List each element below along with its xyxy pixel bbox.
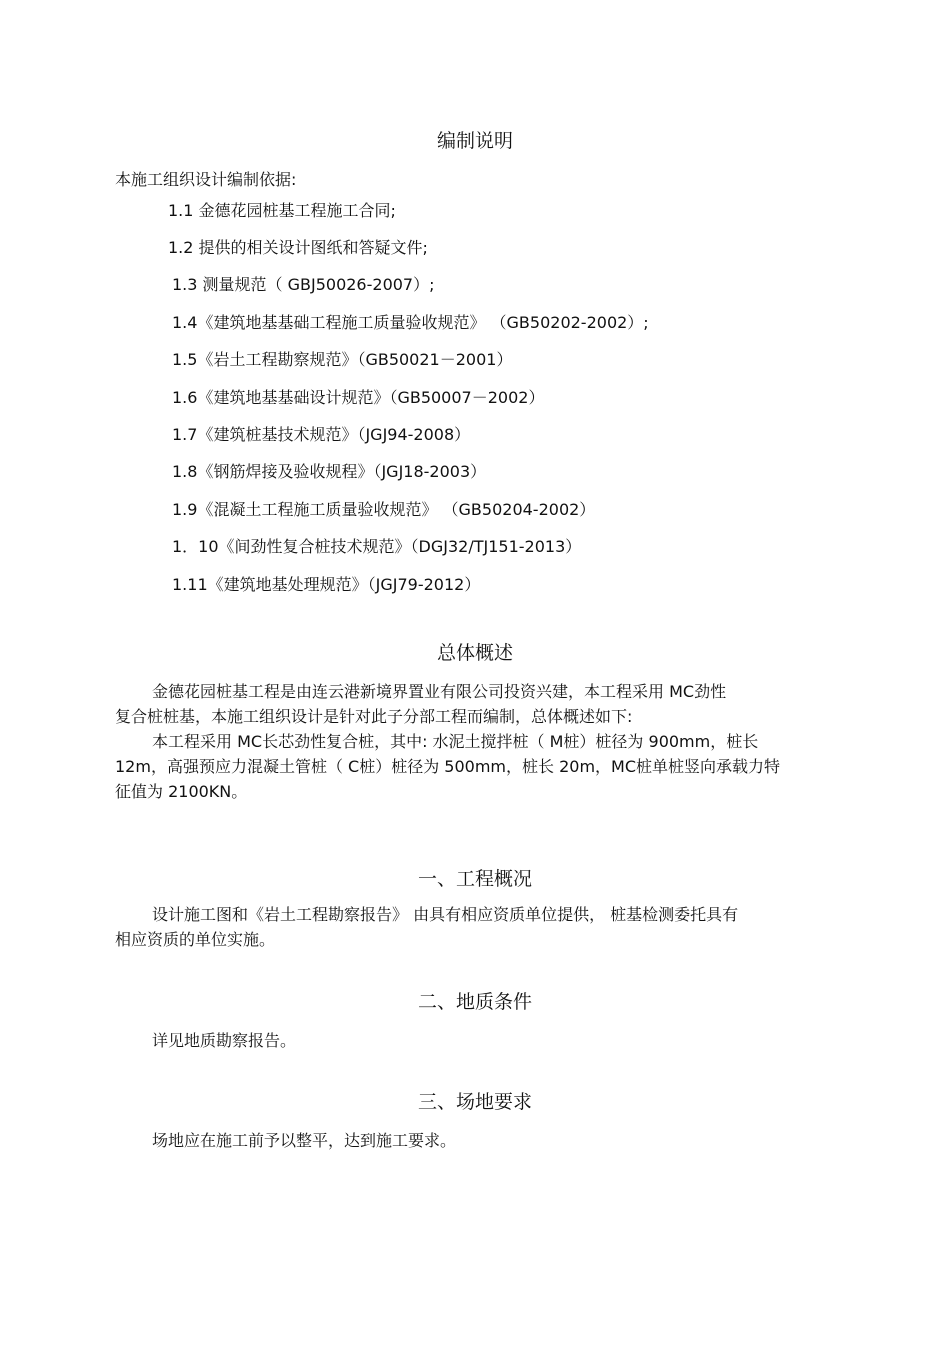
basis-item: 1.2 提供的相关设计图纸和答疑文件; bbox=[168, 238, 428, 257]
overview-paragraph-line: 征值为 2100KN。 bbox=[115, 782, 248, 801]
section-1-line: 设计施工图和《岩土工程勘察报告》 由具有相应资质单位提供， 桩基检测委托具有 bbox=[152, 905, 739, 924]
basis-item: 1.3 测量规范（ GBJ50026-2007）; bbox=[172, 275, 435, 294]
section-1-line: 相应资质的单位实施。 bbox=[115, 930, 276, 949]
section-1-heading: 一、工程概况 bbox=[417, 868, 532, 890]
basis-item: 1.7《建筑桩基技术规范》（JGJ94-2008） bbox=[172, 425, 471, 444]
basis-item: 1．10《间劲性复合桩技术规范》（DGJ32/TJ151-2013） bbox=[172, 537, 582, 556]
section-2-line: 详见地质勘察报告。 bbox=[152, 1031, 297, 1050]
overview-paragraph-line: 12m，高强预应力混凝土管桩（ C桩）桩径为 500mm，桩长 20m，MC桩单桩竖向承载力特 bbox=[115, 757, 781, 776]
basis-item: 1.8《钢筋焊接及验收规程》（JGJ18-2003） bbox=[172, 462, 487, 481]
section-2-heading: 二、地质条件 bbox=[417, 991, 532, 1013]
basis-item: 1.5《岩土工程勘察规范》（GB50021－2001） bbox=[172, 350, 513, 369]
basis-item: 1.4《建筑地基基础工程施工质量验收规范》 （GB50202-2002）; bbox=[172, 313, 649, 332]
basis-item: 1.1 金德花园桩基工程施工合同; bbox=[168, 201, 396, 220]
overview-paragraph-line: 本工程采用 MC长芯劲性复合桩，其中: 水泥土搅拌桩（ M桩）桩径为 900mm，桩长 bbox=[152, 732, 759, 751]
overview-paragraph-line: 复合桩桩基，本施工组织设计是针对此子分部工程而编制，总体概述如下: bbox=[115, 707, 633, 726]
basis-item: 1.9《混凝土工程施工质量验收规范》 （GB50204-2002） bbox=[172, 500, 596, 519]
section-3-heading: 三、场地要求 bbox=[417, 1091, 532, 1113]
overview-heading: 总体概述 bbox=[436, 642, 513, 664]
section-3-line: 场地应在施工前予以整平，达到施工要求。 bbox=[152, 1131, 457, 1150]
basis-item: 1.6《建筑地基基础设计规范》（GB50007－2002） bbox=[172, 388, 545, 407]
preface-intro: 本施工组织设计编制依据: bbox=[115, 170, 297, 189]
preface-heading: 编制说明 bbox=[436, 130, 513, 152]
overview-paragraph-line: 金德花园桩基工程是由连云港新境界置业有限公司投资兴建，本工程采用 MC劲性 bbox=[152, 682, 727, 701]
basis-item: 1.11《建筑地基处理规范》（JGJ79-2012） bbox=[172, 575, 481, 594]
